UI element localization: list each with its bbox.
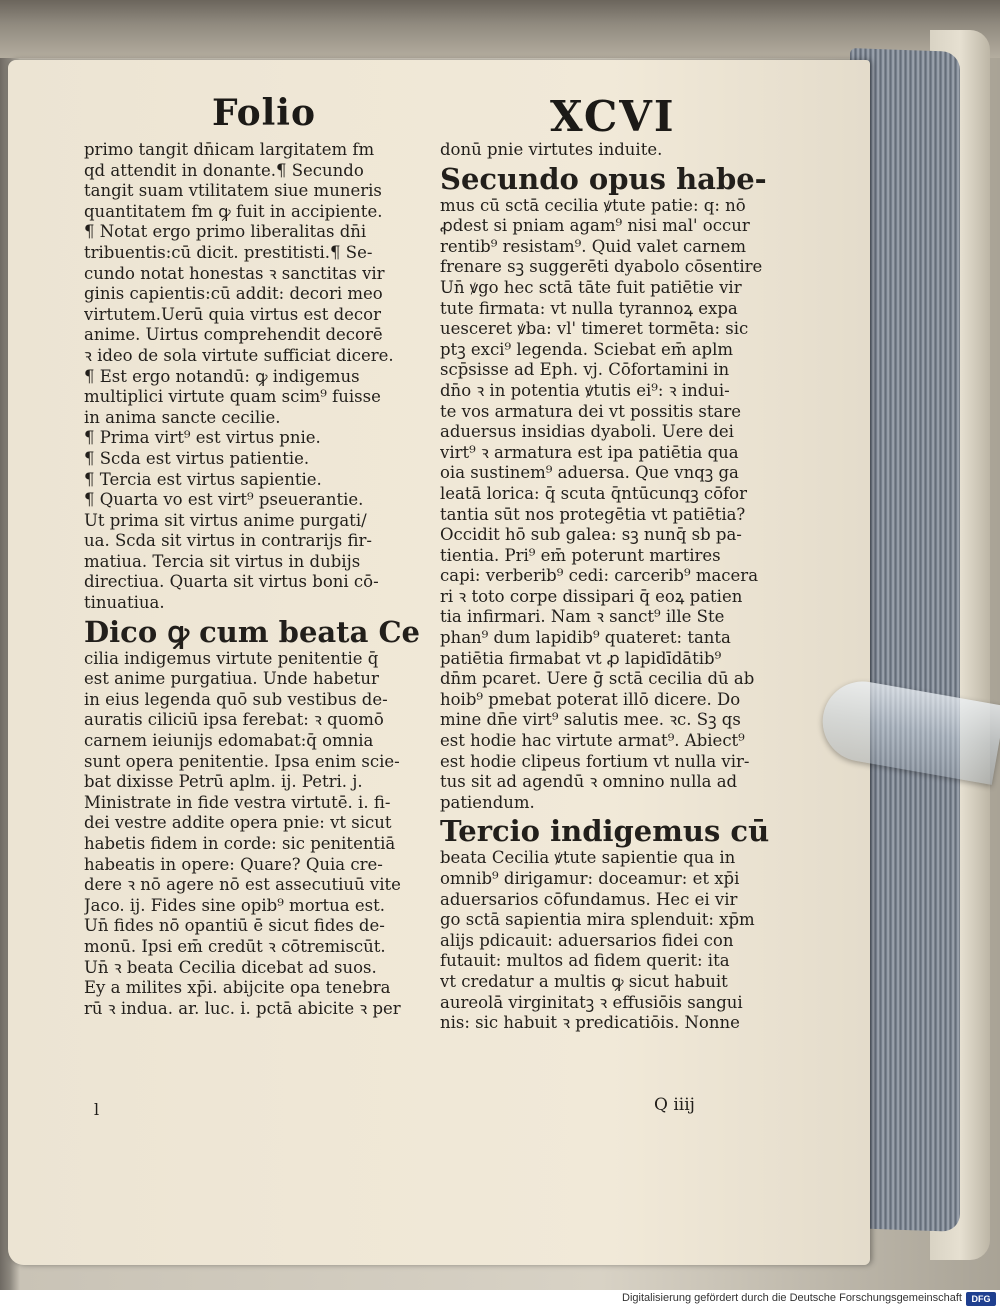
text-line: tute firmata: vt nulla tyrannoꝝ expa [440,298,738,318]
right-heading-2: Tercio indigemus cū [440,815,770,849]
text-line: anime. Uirtus comprehendit decorē [84,325,383,345]
text-line: primo tangit dn̄icam largitatem fm [84,140,375,159]
text-line: mus cū sctā cecilia ꝟtute patie: q: nō [440,195,746,215]
text-line: Ministrate in fide vestra virtutē. i. fi- [84,792,391,812]
dfg-logo: DFG [966,1292,996,1306]
text-line: in eius legenda quō sub vestibus de- [84,689,388,709]
text-line: Jaco. ij. Fides sine opib⁹ mortua est. [84,895,385,915]
text-line: Un̄ ꝛ beata Cecilia dicebat ad suos. [84,957,377,977]
text-line: hoib⁹ pmebat poterat illō dicere. Do [440,689,741,709]
folio-label: Folio [212,92,316,134]
text-line: oia sustinem⁹ aduersa. Que vnqꝫ ga [440,463,739,483]
text-line: sunt opera penitentie. Ipsa enim scie- [84,751,400,771]
text-line: dn̄m pcaret. Uere ḡ sctā cecilia dū ab [440,669,755,689]
text-line: ¶ Prima virt⁹ est virtus pnie. [84,428,321,448]
text-line: patiendum. [440,792,535,812]
text-line: ¶ Scd̄a est virtus patientie. [84,448,310,468]
text-line: tus sit ad agendū ꝛ omnino nulla ad [440,772,738,792]
text-line: virtutem.Uerū quia virtus est decor [84,304,381,324]
text-line: tia infirmari. Nam ꝛ sanct⁹ ille Ste [440,607,725,627]
text-line: tribuentis:cū dicit. prestitisti.¶ Se- [84,242,373,262]
text-line: qd attendit in donante.¶ Secundo [84,160,364,180]
right-column [440,140,790,1034]
text-line: matiua. Tercia sit virtus in dubijs [84,551,361,571]
text-line: Un̄ ꝟgo hec sctā tāte fuit patiētie vir [440,277,742,297]
text-line: nis: sic habuit ꝛ predicatiōis. Nonne [440,1013,740,1033]
text-line: ginis capientis:cū addit: decori meo [84,284,383,304]
text-line: vt credatur a multis ꝙ sicut habuit [440,971,728,991]
text-line: aduersarios cōfundamus. Hec ei vir [440,889,738,909]
text-line: quantitatem fm ꝙ fuit in accipiente. [84,201,383,221]
text-line: rū ꝛ indua. ar. luc. i. pctā abicite ꝛ per [84,998,401,1018]
text-line: est hodie hac virtute armat⁹. Abiect⁹ [440,731,745,751]
right-heading-1: Secundo opus habe- [440,162,767,196]
right-text-block-2 [440,196,790,814]
left-bottom-mark: l [94,1100,100,1119]
text-line: mine dn̄e virt⁹ salutis mee. ꝛc. Sꝫ qs [440,710,741,730]
folio-number: XCVI [550,92,676,141]
text-line: habetis fidem in corde: sic penitentiā [84,834,396,853]
left-heading: Dico ꝙ cum beata Ce [84,615,420,649]
text-line: go sctā sapientia mira splenduit: xp̄m [440,910,755,930]
text-line: virt⁹ ꝛ armatura est ipa patiētia qua [440,442,739,462]
left-text-block-2 [84,649,429,1020]
text-line: ¶ Notat ergo primo liberalitas dn̄i [84,222,367,242]
text-line: beata Cecilia ꝟtute sapientie qua in [440,848,736,868]
text-line: rentib⁹ resistam⁹. Quid valet carnem [440,236,747,256]
text-line: dere ꝛ nō agere nō est assecutiuū vite [84,875,401,895]
text-line: auratis ciliciū ipsa ferebat: ꝛ quomō [84,710,384,730]
text-line: te vos armatura dei vt possitis stare [440,401,742,421]
text-line: ri ꝛ toto corpe dissipari q̄ eoꝝ patien [440,586,743,606]
text-line: ptꝫ exci⁹ legenda. Sciebat em̄ aplm [440,339,734,359]
text-line: ua. Scd̄a sit virtus in contrarijs fir- [84,531,372,551]
text-line: futauit: multos ad fidem querit: ita [440,951,730,971]
text-line: tantia sūt nos protegētia vt patiētia? [440,504,746,524]
left-column [84,140,429,1019]
text-line: aduersus insidias dyaboli. Uere dei [440,422,734,442]
text-line: leatā lorica: q̄ scuta q̄ntūcunqꝫ cōfor [440,483,747,503]
text-line: ¶ Quarta vo est virt⁹ pseuerantie. [84,490,364,510]
text-line: tientia. Pri⁹ em̄ poterunt martires [440,545,721,565]
text-line: ¶ Tercia est virtus sapientie. [84,469,322,489]
text-line: directiua. Quarta sit virtus boni cō- [84,572,379,592]
text-line: habeatis in opere: Quare? Quia cre- [84,854,383,874]
text-line: frenare sꝫ suggerēti dyabolo cōsentire [440,257,763,277]
text-line: in anima sancte cecilie. [84,407,281,427]
text-line: cundo notat honestas ꝛ sanctitas vir [84,263,385,283]
footer-bar [0,1290,1000,1309]
text-line: ꝓdest si pniam agam⁹ nisi mal' occur [440,216,750,236]
text-line: Ey a milites xp̄i. abijcite opa tenebra [84,978,391,998]
text-line: monū. Ipsi em̄ credūt ꝛ cōtremiscūt. [84,936,386,956]
text-line: tinuatiua. [84,593,165,613]
text-line: carnem ieiunijs edomabat:q̄ omnia [84,731,374,751]
text-line: alijs pdicauit: aduersarios fidei con [440,930,734,950]
text-line: capi: verberib⁹ cedi: carcerib⁹ macera [440,566,759,586]
right-text-block-1 [440,140,790,161]
text-line: phan⁹ dum lapidib⁹ quateret: tanta [440,628,731,648]
book-cover [0,0,1000,58]
text-line: uesceret ꝟba: vl' timeret tormēta: sic [440,319,749,339]
text-line: cilia indigemus virtute penitentie q̄ [84,648,379,668]
text-line: patiētia firmabat vt ꝓ lapidīdātib⁹ [440,648,722,668]
text-line: ꝛ ideo de sola virtute sufficiat dicere. [84,345,394,365]
left-text-block-1 [84,140,429,614]
text-line: Un̄ fides nō opantiū ē sicut fides de- [84,916,385,936]
signature-mark: Q iiij [654,1095,695,1115]
text-line: dn̄o ꝛ in potentia ꝟtutis ei⁹: ꝛ indui- [440,380,730,400]
text-line: tangit suam vtilitatem siue muneris [84,181,382,201]
text-line: scp̄sisse ad Eph. vj. Cōfortamini in [440,360,730,380]
text-line: omnib⁹ dirigamur: doceamur: et xp̄i [440,869,740,888]
right-text-block-3 [440,848,790,1033]
text-line: aureolā virginitatꝫ ꝛ effusiōis sangui [440,992,743,1012]
text-line: donū pnie virtutes induite. [440,140,663,159]
footer-credit: Digitalisierung gefördert durch die Deutsche Forschungsgemeinschaft [622,1292,962,1304]
text-line: bat dixisse Petrū aplm. ij. Petri. j. [84,772,363,792]
text-line: multiplici virtute quam scim⁹ fuisse [84,387,381,407]
text-line: Ut prima sit virtus anime purgati/ [84,510,367,530]
text-line: Occidit hō sub galea: sꝫ nunq̄ sb pa- [440,525,742,545]
text-line: dei vestre addite opera pnie: vt sicut [84,813,392,833]
text-line: est hodie clipeus fortium vt nulla vir- [440,751,750,771]
text-line: ¶ Est ergo notandū: ꝙ indigemus [84,366,360,386]
text-line: est anime purgatiua. Unde habetur [84,669,379,689]
